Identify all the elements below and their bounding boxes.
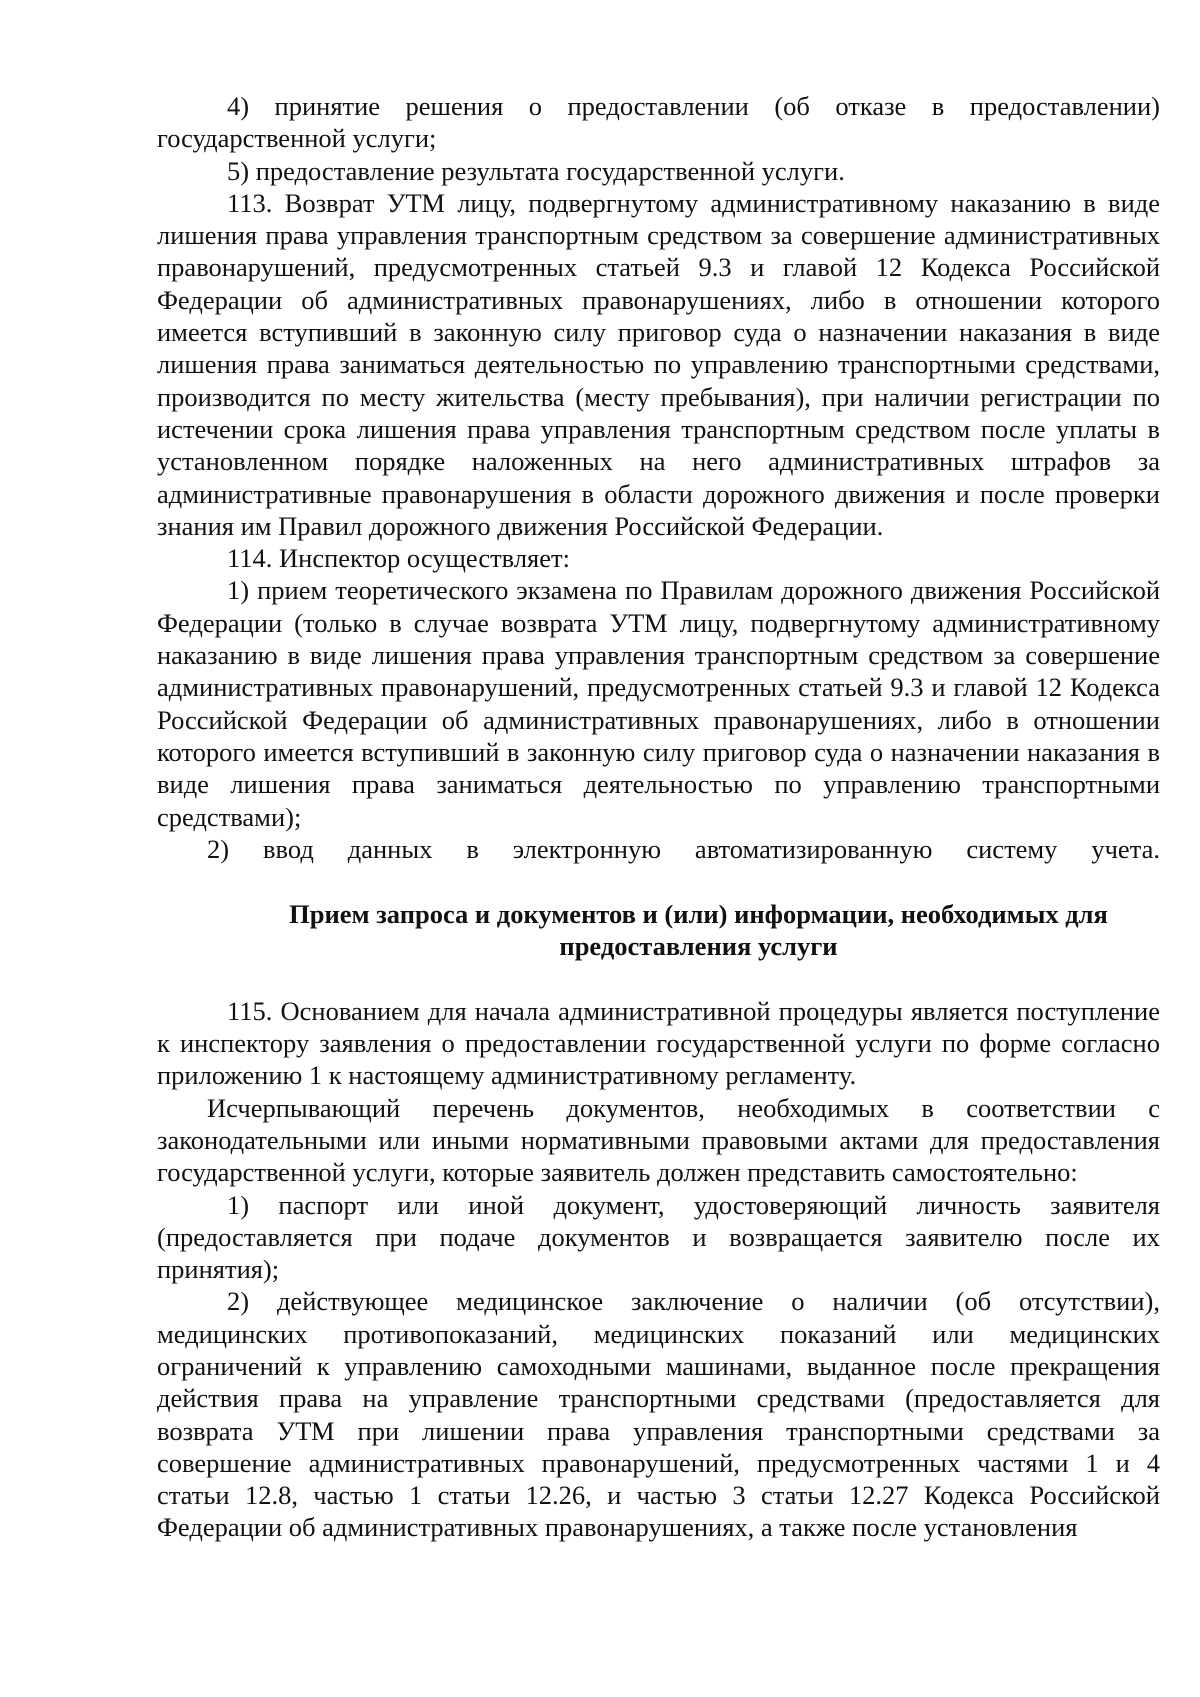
paragraph-documents-list: Исчерпывающий перечень документов, необходимых в соответствии с законодательными или иными нормативными правовыми актами для предоставления государственной услуги, которые заявитель должен представить самостоятельно: (157, 1092, 1160, 1188)
section-heading-line-2: предоставления услуги (559, 931, 838, 962)
paragraph-item-4: 4) принятие решения о предоставлении (об отказе в предоставлении) государственной услуги; (157, 91, 1160, 154)
paragraph-114: 114. Инспектор осуществляет: (227, 543, 570, 574)
section-heading (157, 898, 1160, 963)
paragraph-item-5: 5) предоставление результата государственной услуги. (227, 155, 845, 186)
paragraph-114-item-1: 1) прием теоретического экзамена по Правилам дорожного движения Российской Федерации (только в случае возврата УТМ лицу, подвергнутому административному наказанию в виде лишения права управления транспортным средством за совершение административных правонарушений, предусмотренных статьей 9.3 и главой 12 Кодекса Российской Федерации об административных правонарушениях, либо в отношении которого имеется вступивший в законную силу приговор суда о назначении наказания в виде лишения права заниматься деятельностью по управлению транспортными средствами); (157, 575, 1160, 832)
paragraph-document-item-2: 2) действующее медицинское заключение о наличии (об отсутствии), медицинских противопоказаний, медицинских показаний или медицинских ограничений к управлению самоходными машинами, выданное после прекращения действия права на управление транспортными средствами (предоставляется для возврата УТМ при лишении права управления транспортными средствами за совершение административных правонарушений, предусмотренных частями 1 и 4 статьи 12.8, частью 1 статьи 12.26, и частью 3 статьи 12.27 Кодекса Российской Федерации об административных правонарушениях, а также после установления (157, 1286, 1160, 1543)
paragraph-114-item-2: 2) ввод данных в электронную автоматизированную систему учета. (207, 833, 1160, 864)
paragraph-document-item-1: 1) паспорт или иной документ, удостоверяющий личность заявителя (предоставляется при подаче документов и возвращается заявителю после их принятия); (157, 1189, 1160, 1285)
document-body (157, 90, 1160, 1544)
paragraph-115: 115. Основанием для начала административной процедуры является поступление к инспектору заявления о предоставлении государственной услуги по форме согласно приложению 1 к настоящему административному регламенту. (157, 995, 1160, 1091)
section-heading-line-1: Прием запроса и документов и (или) информации, необходимых для (289, 899, 1108, 930)
paragraph-113: 113. Возврат УТМ лицу, подвергнутому административному наказанию в виде лишения права управления транспортным средством за совершение административных правонарушений, предусмотренных статьей 9.3 и главой 12 Кодекса Российской Федерации об административных правонарушениях, либо в отношении которого имеется вступивший в законную силу приговор суда о назначении наказания в виде лишения права заниматься деятельностью по управлению транспортными средствами, производится по месту жительства (месту пребывания), при наличии регистрации по истечении срока лишения права управления транспортным средством после уплаты в установленном порядке наложенных на него административных штрафов за административные правонарушения в области дорожного движения и после проверки знания им Правил дорожного движения Российской Федерации. (157, 187, 1160, 541)
